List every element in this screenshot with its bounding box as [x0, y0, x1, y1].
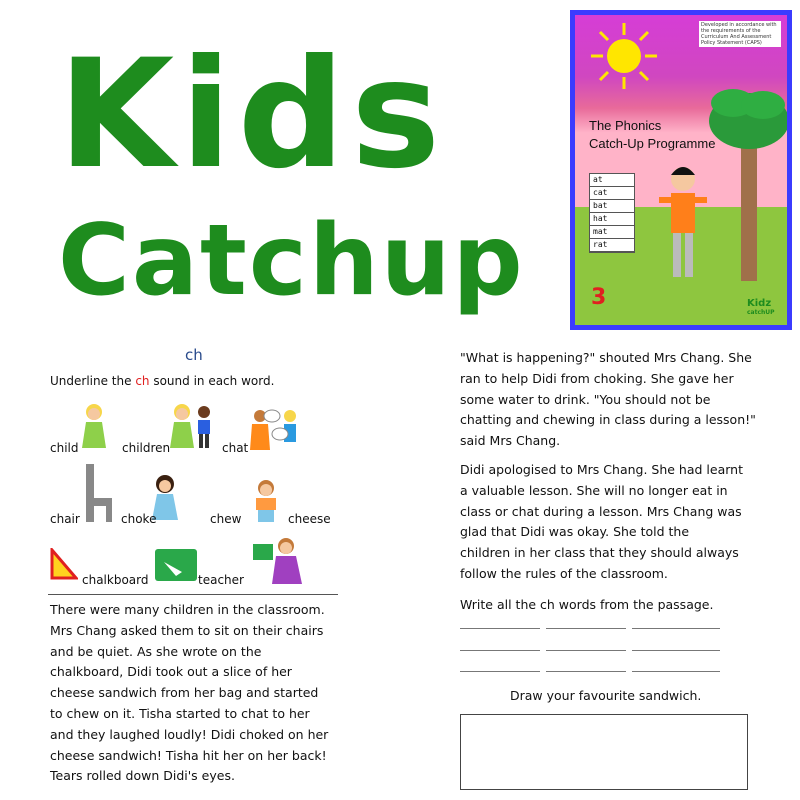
answer-line[interactable] — [546, 671, 626, 672]
passage-line: Tears rolled down Didi's eyes. — [50, 768, 235, 784]
children-illustration — [170, 402, 216, 450]
word-card-item: bat — [590, 200, 634, 213]
passage-line: chalkboard, Didi took out a slice of her — [50, 664, 292, 680]
cover-brand-top: Kidz — [747, 298, 772, 309]
word-card-item: mat — [590, 226, 634, 239]
passage-line: chatting and chewing in class during a lesson!" — [460, 412, 756, 428]
answer-line[interactable] — [632, 628, 720, 629]
instruction-after: sound in each word. — [149, 374, 275, 388]
chair-illustration — [84, 464, 114, 524]
instruction — [50, 374, 274, 388]
worksheet-heading: ch — [185, 346, 203, 364]
child-illustration — [80, 402, 108, 450]
word-card-item: hat — [590, 213, 634, 226]
cover-background — [575, 15, 787, 325]
word-card-item: at — [590, 174, 634, 187]
cheese-wedge-illustration — [50, 548, 78, 582]
cover-title-line1: The Phonics — [589, 118, 662, 133]
passage-line: There were many children in the classroom. — [50, 602, 325, 617]
answer-line[interactable] — [546, 650, 626, 651]
cover-title-line2: Catch-Up Programme — [589, 136, 716, 151]
passage-line: Mrs Chang asked them to sit on their chairs — [50, 622, 324, 638]
drawing-box[interactable] — [460, 714, 748, 790]
passage-line: "What is happening?" shouted Mrs Chang. She — [460, 350, 752, 365]
passage-line: to chew on it. Tisha started to chat to her — [50, 705, 310, 721]
instruction-sound: ch — [135, 374, 150, 388]
sun-icon — [589, 21, 659, 91]
book-cover — [570, 10, 792, 330]
passage-line: glad that Didi was okay. She told the — [460, 524, 690, 540]
passage-line: ran to help Didi from choking. She gave her — [460, 370, 734, 386]
cover-title — [589, 117, 715, 153]
passage-left — [50, 600, 350, 787]
word-teacher: teacher — [198, 573, 244, 587]
divider — [48, 594, 338, 595]
word-card — [589, 173, 635, 253]
passage-line: and they laughed loudly! Didi choked on her — [50, 726, 329, 742]
passage-right-2 — [460, 460, 760, 585]
caps-notice: Developed in accordance with the requirements of the Curriculum And Assessment Policy Statement (CAPS) — [699, 21, 781, 47]
chat-illustration — [248, 404, 304, 452]
cover-brand-bottom: catchUP — [747, 309, 775, 316]
word-chair: chair — [50, 512, 80, 526]
passage-right-1 — [460, 348, 760, 452]
word-chew: chew — [210, 512, 242, 526]
passage-line: cheese sandwich from her bag and started — [50, 685, 319, 701]
word-card-item: rat — [590, 239, 634, 252]
question: Write all the ch words from the passage. — [460, 597, 714, 612]
passage-line: follow the rules of the classroom. — [460, 565, 668, 581]
book-number: 3 — [591, 285, 607, 310]
answer-line[interactable] — [546, 628, 626, 629]
word-card-item: cat — [590, 187, 634, 200]
passage-line: Didi apologised to Mrs Chang. She had learnt — [460, 462, 743, 477]
passage-line: children in her class that they should always — [460, 545, 739, 561]
teacher-illustration — [252, 536, 304, 586]
cover-brand — [747, 299, 775, 317]
word-cheese: cheese — [288, 512, 331, 526]
draw-prompt: Draw your favourite sandwich. — [510, 688, 702, 703]
passage-line: a valuable lesson. She will no longer eat in — [460, 482, 728, 498]
passage-line: said Mrs Chang. — [460, 433, 561, 449]
logo-line-catchup: Catchup — [58, 204, 525, 318]
instruction-before: Underline the — [50, 374, 136, 388]
palm-tree-icon — [703, 81, 787, 281]
chalkboard-illustration — [154, 548, 198, 582]
answer-line[interactable] — [460, 628, 540, 629]
cheese-illustration — [250, 478, 282, 524]
kids-catchup-logo — [40, 28, 525, 320]
passage-line: cheese sandwich! Tisha hit her on her back! — [50, 747, 327, 763]
answer-line[interactable] — [632, 650, 720, 651]
answer-line[interactable] — [632, 671, 720, 672]
passage-line: class or chat during a lesson. Mrs Chang was — [460, 503, 742, 519]
passage-line: some water to drink. "You should not be — [460, 391, 711, 407]
word-chat: chat — [222, 441, 249, 455]
word-children: children — [122, 441, 171, 455]
answer-line[interactable] — [460, 650, 540, 651]
logo-line-kids: Kids — [58, 28, 447, 202]
word-child: child — [50, 441, 79, 455]
word-choke: choke — [121, 512, 157, 526]
word-chalkboard: chalkboard — [82, 573, 149, 587]
passage-line: and be quiet. As she wrote on the — [50, 643, 262, 659]
answer-line[interactable] — [460, 671, 540, 672]
